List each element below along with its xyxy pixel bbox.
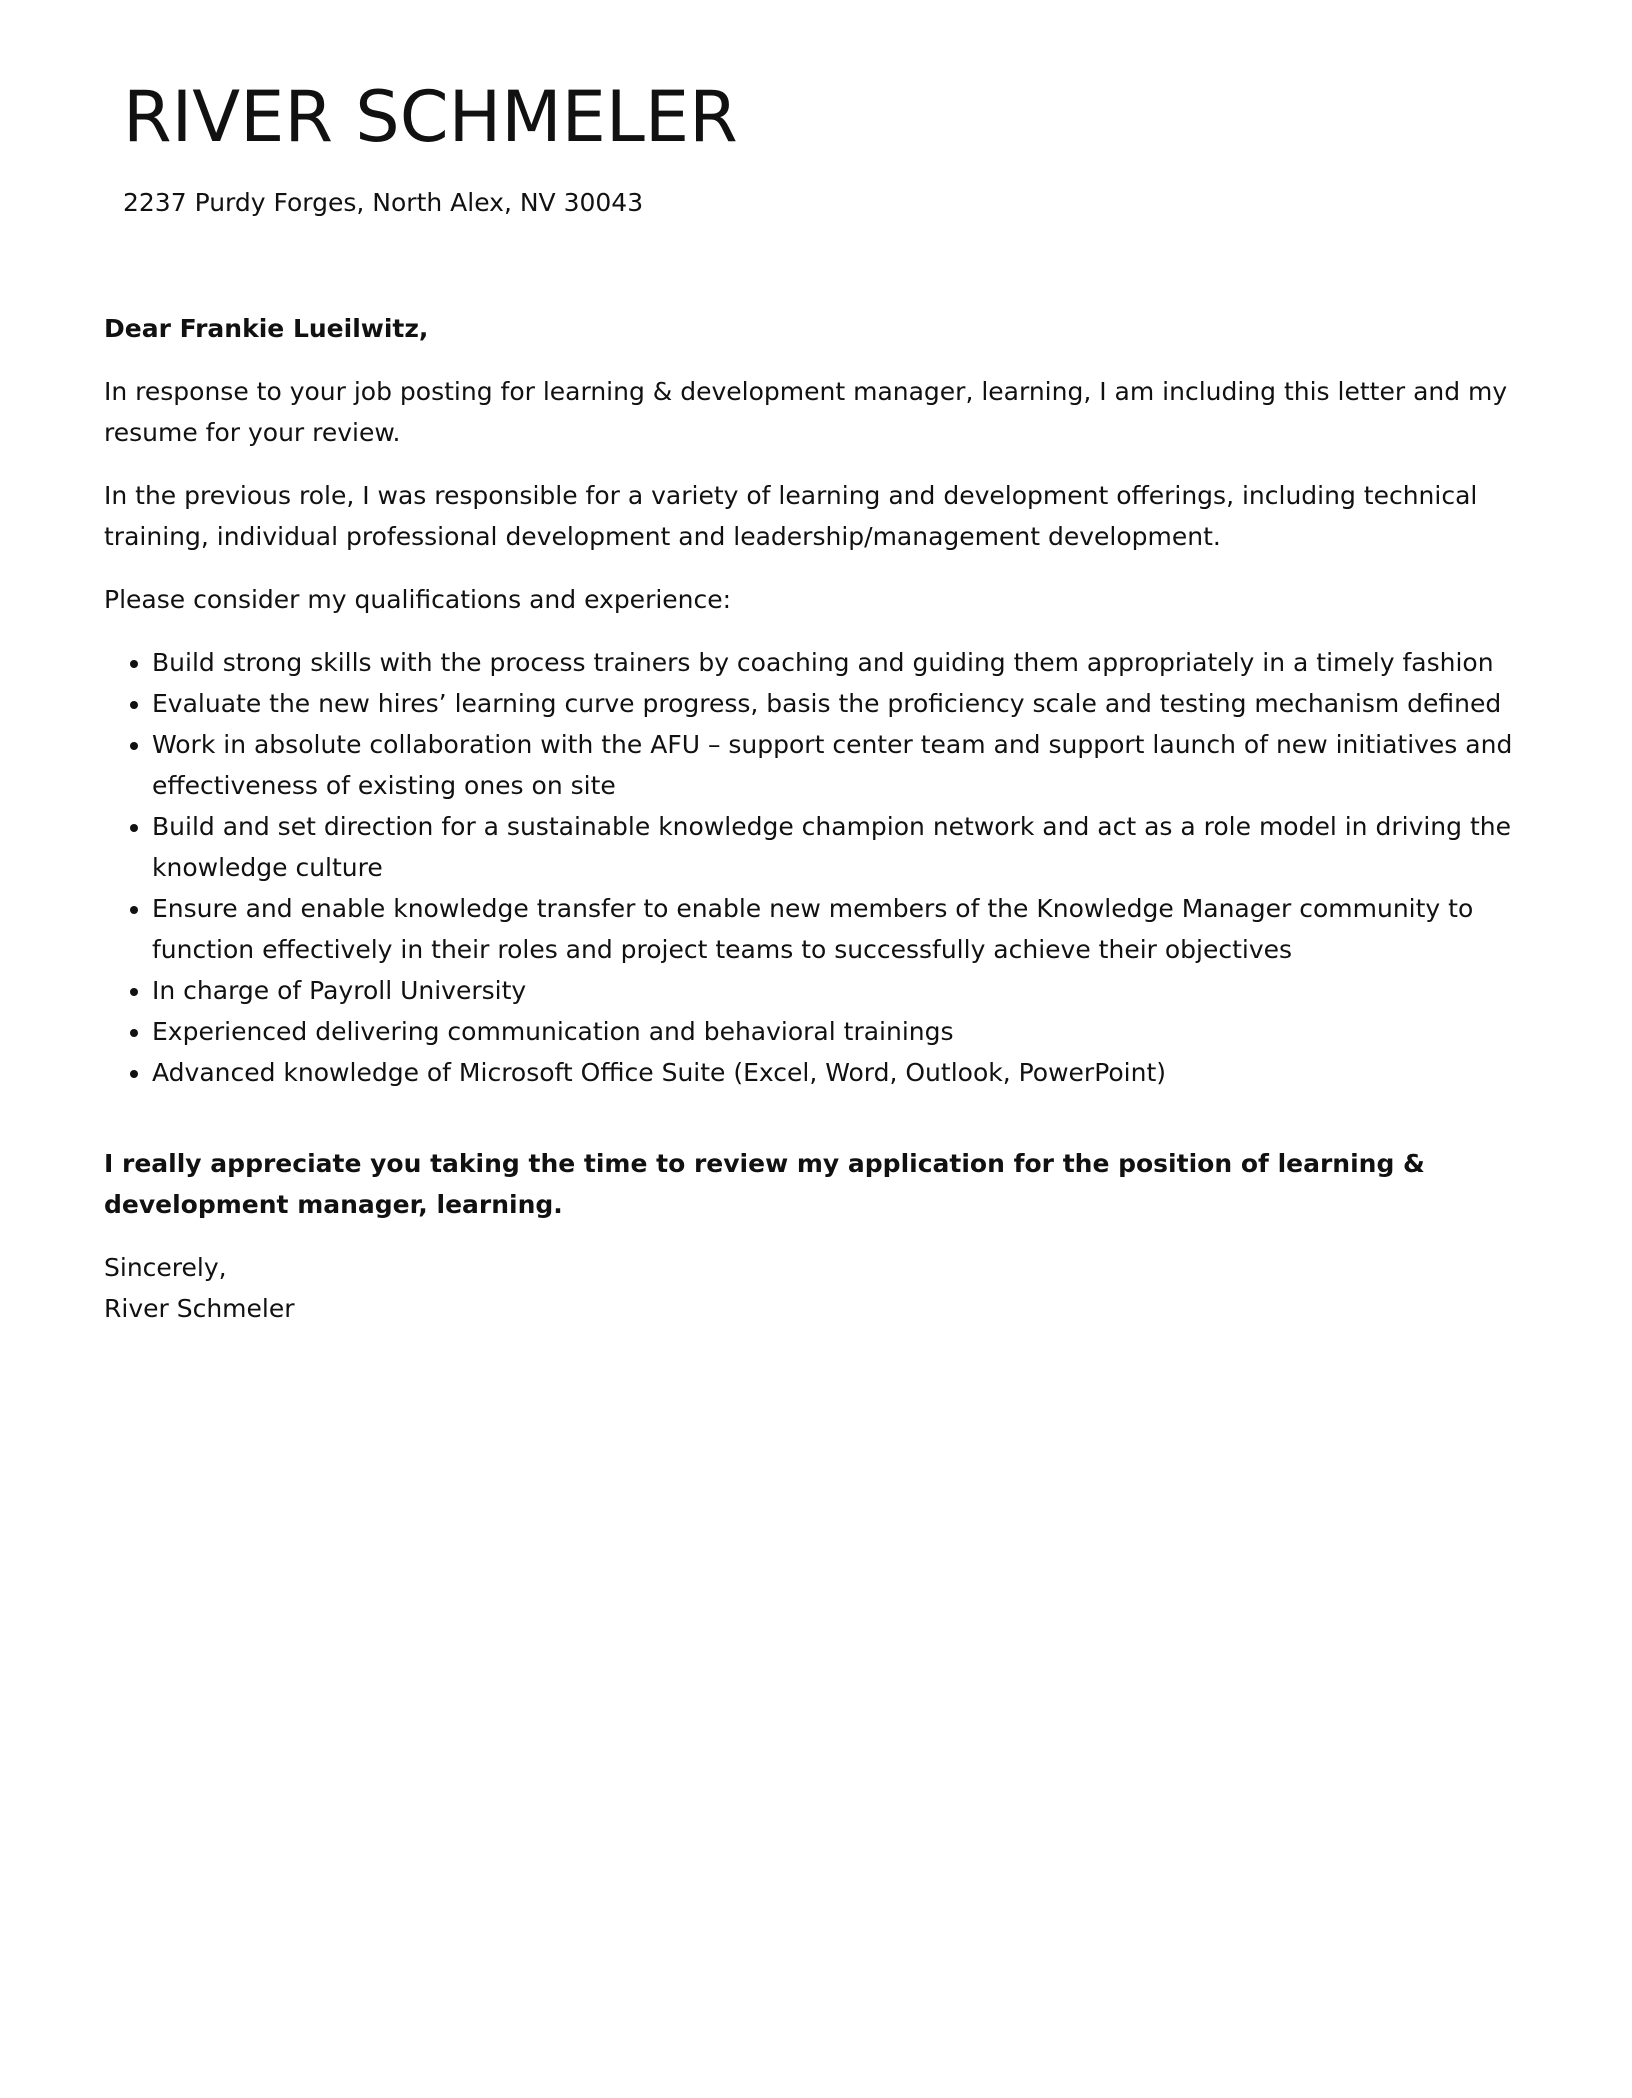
closing-paragraph: I really appreciate you taking the time to review my application for the position of learning & development manager, learning. (104, 1149, 1425, 1219)
signoff-block (104, 1247, 1524, 1329)
list-item: • Advanced knowledge of Microsoft Office Suite (Excel, Word, Outlook, PowerPoint) (152, 1052, 1524, 1093)
list-item: • Experienced delivering communication and behavioral trainings (152, 1011, 1524, 1052)
letter-body (104, 308, 1524, 1329)
list-item: • Ensure and enable knowledge transfer to enable new members of the Knowledge Manager community to function effectively in their roles and project teams to successfully achieve their objectives (152, 888, 1524, 970)
letter-header (123, 72, 1423, 220)
list-item: • Build strong skills with the process trainers by coaching and guiding them appropriately in a timely fashion (152, 642, 1524, 683)
experience-paragraph: In the previous role, I was responsible for a variety of learning and development offerings, including technical training, individual professional development and leadership/management development. (104, 481, 1478, 551)
sender-name: RIVER SCHMELER (123, 76, 738, 158)
qualifications-list (104, 642, 1524, 1093)
signature-name: River Schmeler (104, 1294, 295, 1323)
qualifications-intro: Please consider my qualifications and experience: (104, 585, 732, 614)
list-item: • Build and set direction for a sustainable knowledge champion network and act as a role model in driving the knowledge culture (152, 806, 1524, 888)
sender-address: 2237 Purdy Forges, North Alex, NV 30043 (123, 188, 644, 217)
signoff: Sincerely, (104, 1253, 227, 1282)
list-item: • Evaluate the new hires’ learning curve progress, basis the proficiency scale and testing mechanism defined (152, 683, 1524, 724)
list-item: • In charge of Payroll University (152, 970, 1524, 1011)
intro-paragraph: In response to your job posting for learning & development manager, learning, I am including this letter and my resume for your review. (104, 377, 1508, 447)
salutation: Dear Frankie Lueilwitz, (104, 314, 429, 343)
list-item: • Work in absolute collaboration with the AFU – support center team and support launch of new initiatives and effectiveness of existing ones on site (152, 724, 1524, 806)
